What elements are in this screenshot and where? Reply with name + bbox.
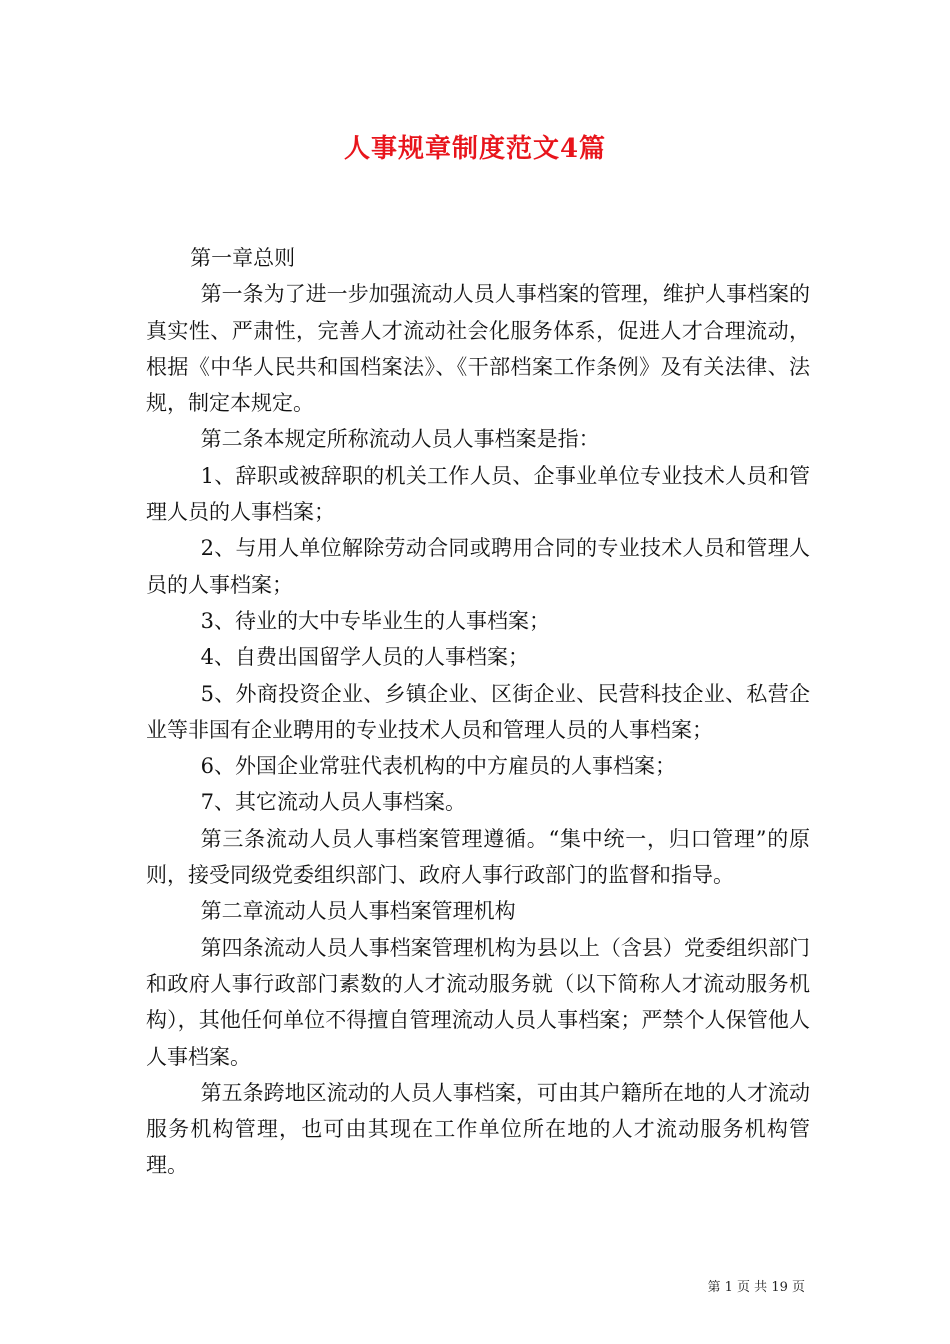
paragraph: 第一条为了进一步加强流动人员人事档案的管理，维护人事档案的真实性、严肃性，完善人才流动社会化服务体系，促进人才合理流动，根据《中华人民共和国档案法》、《干部档案工作条例》及有关法律、法规，制定本规定。 [146,282,810,416]
paragraph: 第五条跨地区流动的人员人事档案，可由其户籍所在地的人才流动服务机构管理，也可由其现在工作单位所在地的人才流动服务机构管理。 [146,1080,810,1178]
list-item: 5、外商投资企业、乡镇企业、区街企业、民营科技企业、私营企业等非国有企业聘用的专业技术人员和管理人员的人事档案； [146,681,810,742]
list-item: 4、自费出国留学人员的人事档案； [200,645,529,670]
document-title: 人事规章制度范文4篇 [343,134,607,164]
list-item: 2、与用人单位解除劳动合同或聘用合同的专业技术人员和管理人员的人事档案； [146,536,810,597]
list-item: 3、待业的大中专毕业生的人事档案； [200,608,550,633]
list-item: 7、其它流动人员人事档案。 [200,790,466,815]
list-item: 6、外国企业常驻代表机构的中方雇员的人事档案； [200,754,676,779]
paragraph: 第四条流动人员人事档案管理机构为县以上（含县）党委组织部门和政府人事行政部门素数的人才流动服务就（以下简称人才流动服务机构），其他任何单位不得擅自管理流动人员人事档案；严禁个人保管他人人事档案。 [146,935,810,1069]
document-body [146,240,810,1184]
paragraph: 第三条流动人员人事档案管理遵循。“集中统一，归口管理”的原则，接受同级党委组织部门、政府人事行政部门的监督和指导。 [146,826,810,888]
paragraph: 第二条本规定所称流动人员人事档案是指： [200,427,600,452]
list-item: 1、辞职或被辞职的机关工作人员、企事业单位专业技术人员和管理人员的人事档案； [146,463,810,525]
page-number: 第 1 页 共 19 页 [707,1280,805,1295]
chapter-heading: 第一章总则 [190,246,296,270]
chapter-heading: 第二章流动人员人事档案管理机构 [200,899,516,924]
